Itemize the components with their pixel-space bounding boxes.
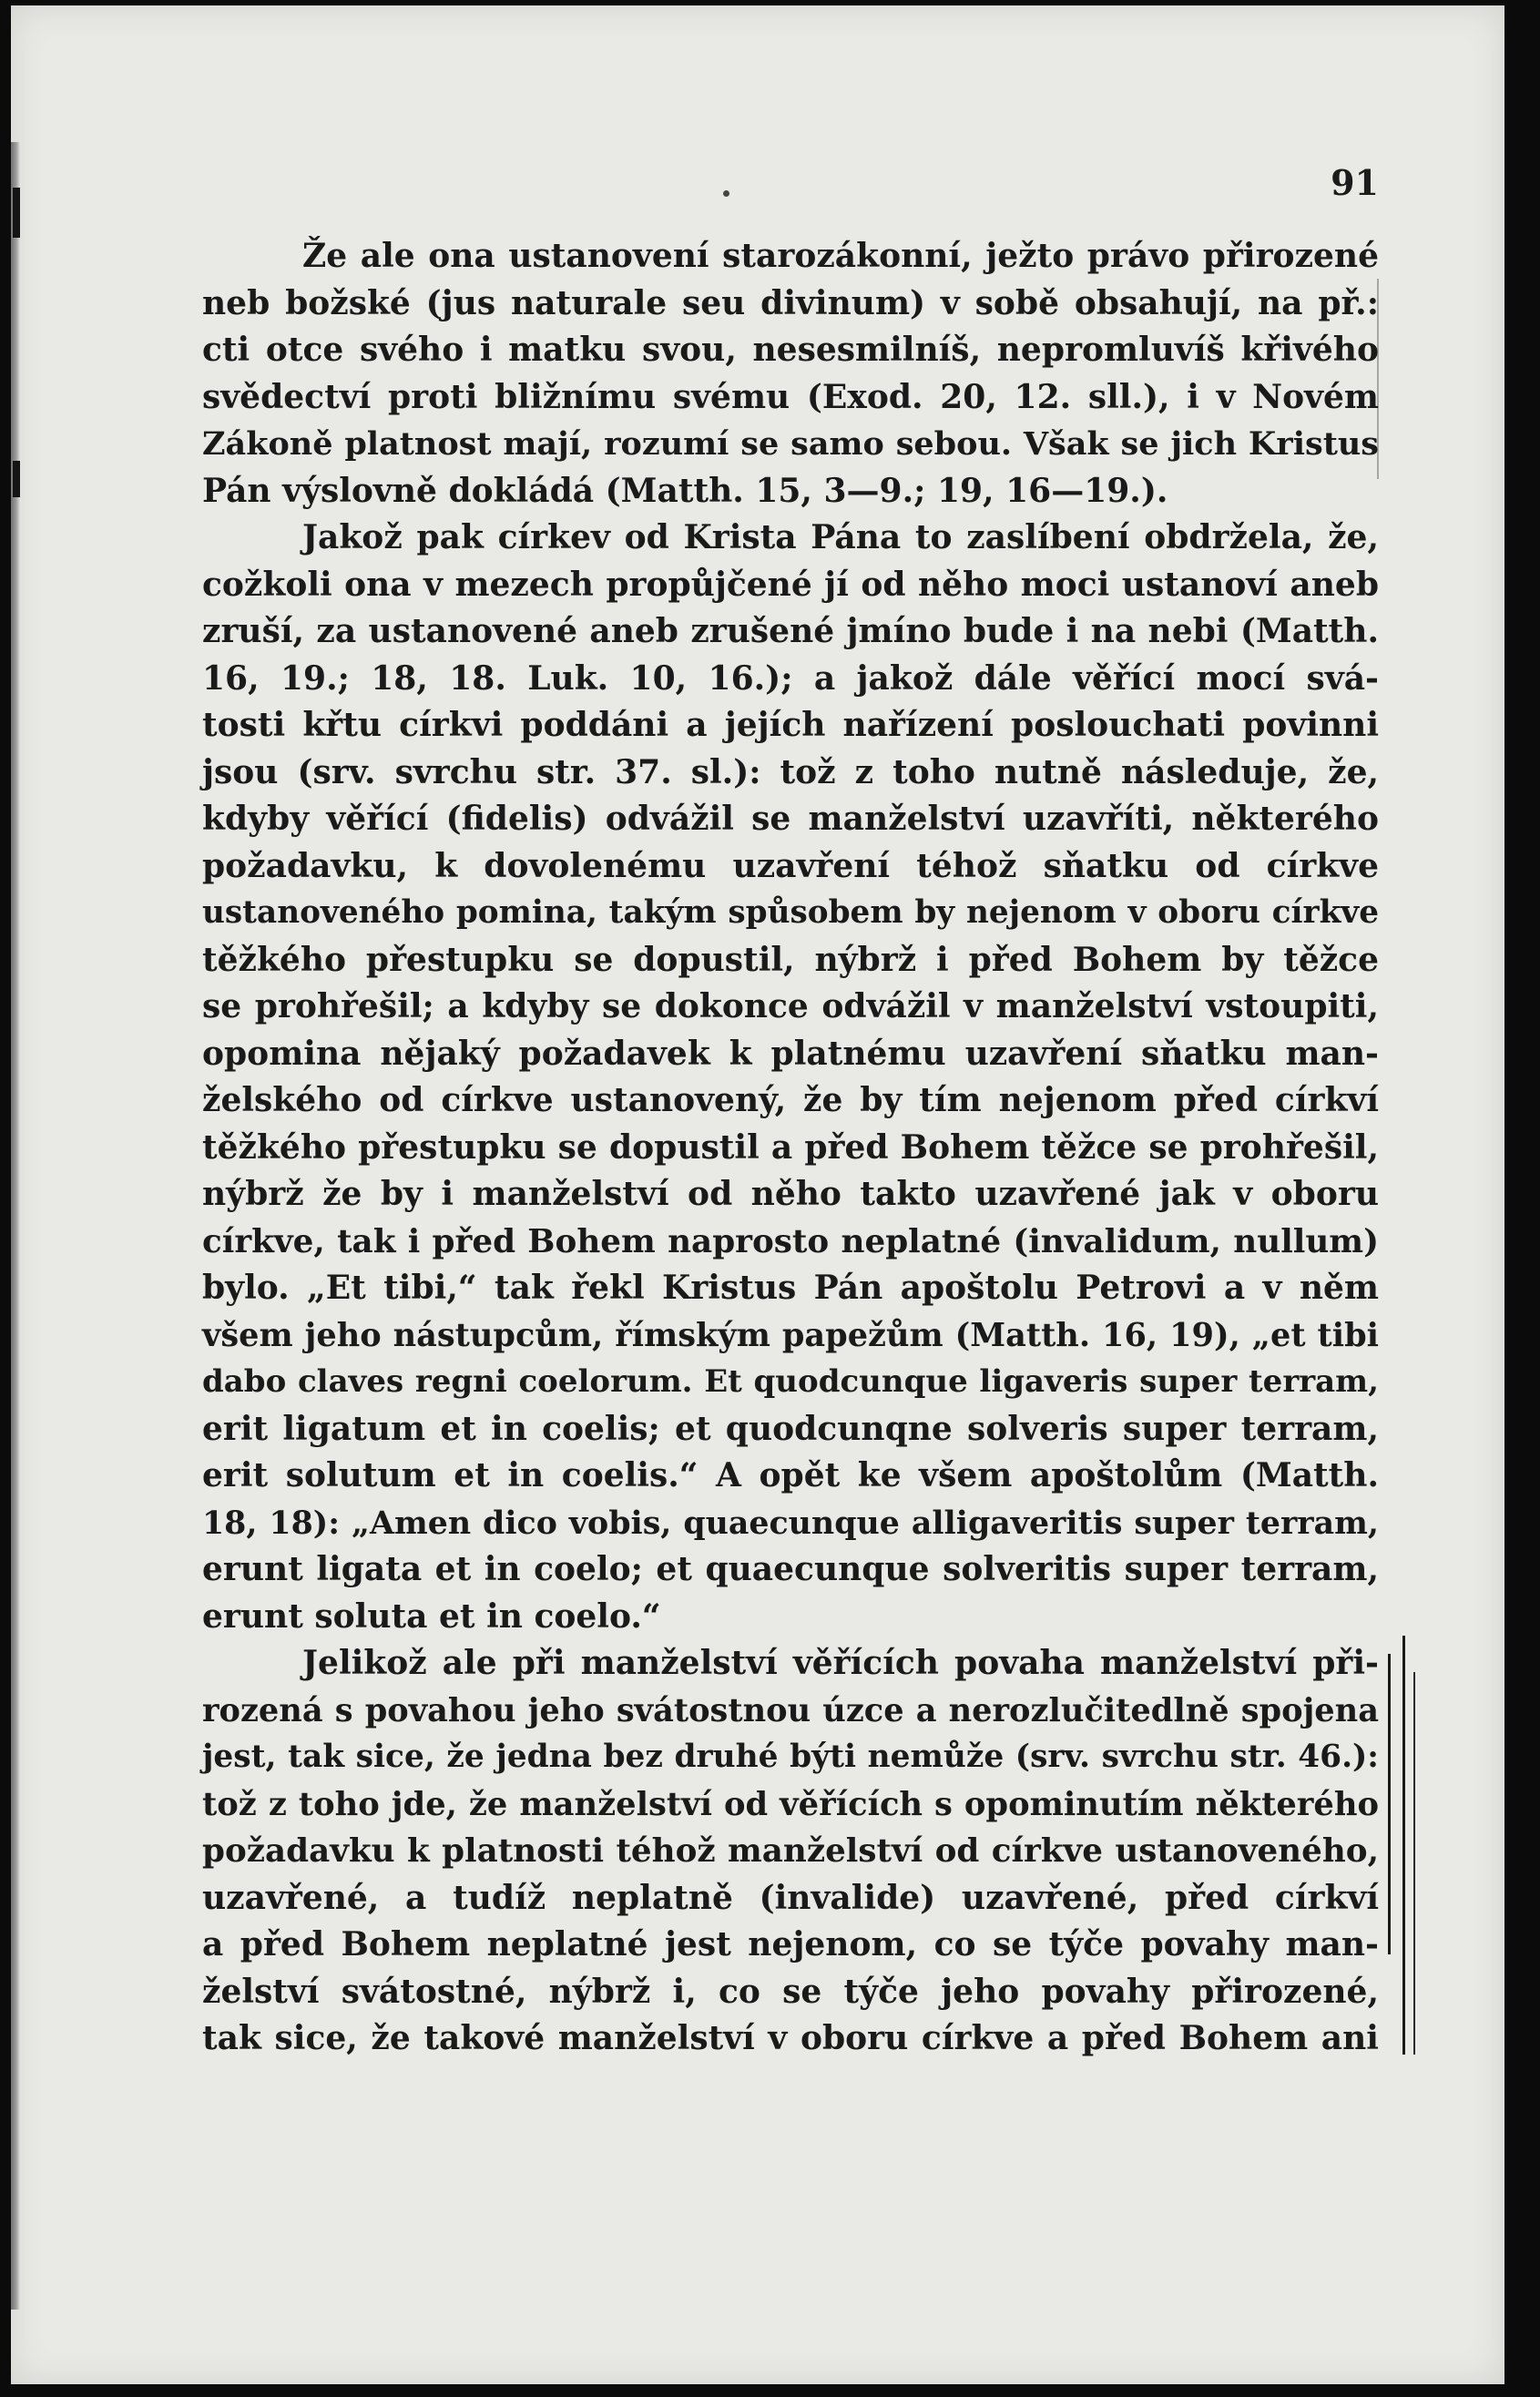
text-line: erunt soluta et in coelo.“ [202,1596,661,1636]
text-line: cožkoli ona v mezech propůjčené jí od něho moci ustanoví aneb [202,565,1379,604]
text-line: všem jeho nástupcům, římským papežům (Matth. 16, 19), „et tibi [202,1316,1379,1354]
margin-rule [1377,279,1379,479]
binding-mark [13,461,20,497]
text-line: erit ligatum et in coelis; et quodcunqne solveris super terram, [202,1409,1379,1448]
text-line: 16, 19.; 18, 18. Luk. 10, 16.); a jakož dále věřící mocí svá- [202,658,1379,698]
text-line: Jelikož ale při manželství věřících povaha manželství při- [302,1644,1379,1682]
text-line: tosti křtu církvi poddáni a jejích nařízení poslouchati povinni [202,706,1379,744]
text-line: 18, 18): „Amen dico vobis, quaecunque alligaveritis super terram, [202,1504,1379,1542]
text-line: a před Bohem neplatné jest nejenom, co se týče povahy man- [202,1925,1379,1964]
text-line: kdyby věřící (fidelis) odvážil se manželství uzavříti, některého [202,800,1379,838]
text-line: požadavku k platnosti téhož manželství od církve ustanoveného, [202,1831,1379,1870]
text-line: jest, tak sice, že jedna bez druhé býti nemůže (srv. svrchu str. 46.): [202,1739,1379,1775]
page-number: 91 [1331,162,1379,203]
text-line: těžkého přestupku se dopustil a před Bohem těžce se prohřešil, [202,1127,1379,1167]
text-line: svědectví proti bližnímu svému (Exod. 20, 12. sll.), i v Novém [202,377,1379,416]
text-line: Jakož pak církev od Krista Pána to zaslíbení obdržela, že, [302,518,1379,556]
print-speck [723,190,729,197]
text-line: zruší, za ustanovené aneb zrušené jmíno bude i na nebi (Matth. [202,612,1379,650]
text-line: Zákoně platnost mají, rozumí se samo sebou. Však se jich Kristus [202,425,1379,463]
margin-rule [1413,1672,1415,2055]
text-line: uzavřené, a tudíž neplatně (invalide) uzavřené, před církví [202,1878,1379,1917]
text-line: jsou (srv. svrchu str. 37. sl.): tož z toho nutně následuje, že, [202,752,1379,791]
margin-rule [1402,1636,1405,2055]
text-line: Že ale ona ustanovení starozákonní, ježto právo přirozené [302,237,1379,275]
text-line: rozená s povahou jeho svátostnou úzce a nerozlučitedlně spojena [202,1691,1379,1729]
text-line: erit solutum et in coelis.“ A opět ke všem apoštolům (Matth. [202,1456,1379,1494]
text-line: církve, tak i před Bohem naprosto neplatné (invalidum, nullum) [202,1221,1379,1260]
text-line: želského od církve ustanovený, že by tím nejenom před církví [202,1081,1379,1119]
binding-mark [13,188,20,238]
text-line: nýbrž že by i manželství od něho takto uzavřené jak v oboru [202,1175,1379,1213]
text-line: dabo claves regni coelorum. Et quodcunque ligaveris super terram, [202,1363,1379,1400]
text-line: Pán výslovně dokládá (Matth. 15, 3—9.; 19, 16—19.). [202,471,1168,510]
text-line: tož z toho jde, že manželství od věřících s opominutím některého [202,1785,1379,1823]
text-line: bylo. „Et tibi,“ tak řekl Kristus Pán apoštolu Petrovi a v něm [202,1269,1379,1307]
margin-rule [1388,1654,1391,1954]
paragraph [202,1640,1379,2063]
book-page [11,5,1504,2384]
text-line: erunt ligata et in coelo; et quaecunque solveritis super terram, [202,1550,1379,1588]
text-line: se prohřešil; a kdyby se dokonce odvážil v manželství vstoupiti, [202,987,1379,1025]
text-line: želství svátostné, nýbrž i, co se týče jeho povahy přirozené, [202,1972,1379,2011]
text-line: těžkého přestupku se dopustil, nýbrž i před Bohem by těžce [202,940,1379,979]
paragraph [202,233,1379,515]
body-text [202,233,1379,2063]
text-line: ustanoveného pomina, takým spůsobem by nejenom v oboru církve [202,894,1379,931]
text-line: požadavku, k dovolenému uzavření téhož sňatku od církve [202,846,1379,885]
text-line: neb božské (jus naturale seu divinum) v sobě obsahují, na př.: [202,283,1379,322]
text-line: opomina nějaký požadavek k platnému uzavření sňatku man- [202,1034,1379,1073]
paragraph [202,515,1379,1640]
text-line: cti otce svého i matku svou, nesesmilníš, nepromluvíš křivého [202,331,1379,369]
text-line: tak sice, že takové manželství v oboru církve a před Bohem ani [202,2019,1379,2057]
